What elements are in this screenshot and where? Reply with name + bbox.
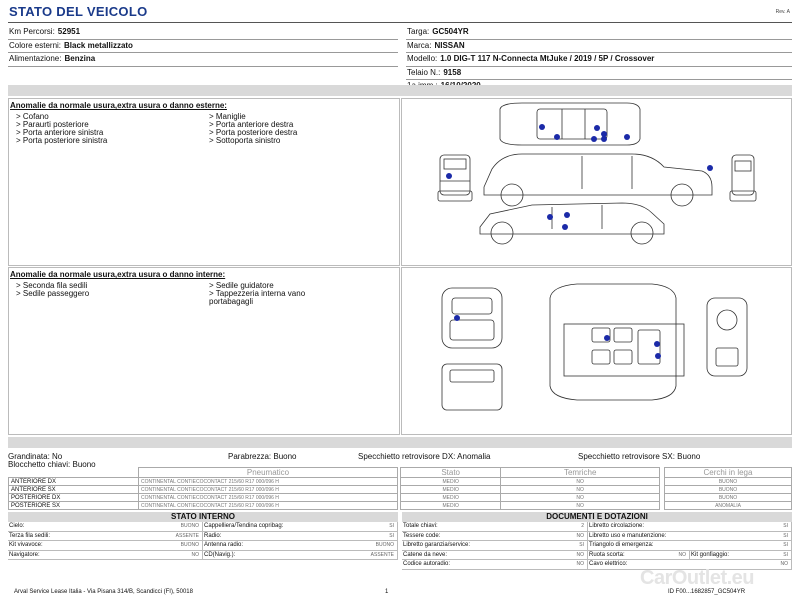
external-diagram-panel (401, 98, 792, 266)
damage-marker (562, 224, 568, 230)
status-specchietto-dx: Specchietto retrovisore DX: Anomalia (358, 452, 491, 461)
internal-diagram-panel (401, 267, 792, 435)
external-list-left (16, 113, 107, 145)
documenti-title: DOCUMENTI E DOTAZIONI (402, 512, 792, 522)
column-header-stato: Stato (401, 468, 501, 478)
internal-list-right (209, 282, 305, 306)
internal-list-left (16, 282, 89, 298)
damage-marker (654, 341, 660, 347)
table-row: ANTERIORE DX CONTINENTAL CONTIECOCONTACT 215/60 R17 000/096 H (9, 478, 398, 486)
damage-marker (591, 136, 597, 142)
table-row: ANTERIORE SX CONTINENTAL CONTIECOCONTACT 215/60 R17 000/096 H (9, 486, 398, 494)
table-row: MEDIO NO (401, 486, 660, 494)
damage-marker (539, 124, 545, 130)
interior-rear-view (442, 364, 502, 410)
table-row: POSTERIORE DX CONTINENTAL CONTIECOCONTACT 215/60 R17 000/096 H (9, 494, 398, 502)
table-row: Catene da neve: NO Ruota scorta: NO Kit gonfiaggio: SI (402, 551, 792, 561)
table-row: Kit vivavoce: BUONO Antenna radio: BUONO (8, 541, 398, 551)
damage-marker (454, 315, 460, 321)
tyre-table-cerchi (664, 467, 792, 510)
car-rear-view (730, 155, 756, 201)
car-side-left-view (480, 203, 664, 244)
footer-document-id: ID F00...1682857_GC504YR (668, 589, 746, 595)
interior-dashboard-view (707, 298, 747, 376)
list-item: > Seconda fila sedili (16, 281, 88, 290)
table-row: BUONO (665, 478, 792, 486)
column-header-pneumatico: Pneumatico (139, 468, 398, 478)
documenti-grid (402, 522, 792, 570)
list-item: > Porta anteriore destra (209, 120, 294, 129)
damage-marker (446, 173, 452, 179)
status-parabrezza: Parabrezza: Buono (228, 452, 297, 461)
car-top-view (500, 103, 640, 145)
table-row: Totale chiavi: 2 Libretto circolazione: SI (402, 522, 792, 532)
revision-label: Rev. A (775, 9, 790, 15)
page-title: STATO DEL VEICOLO (9, 4, 148, 19)
car-front-view (438, 155, 472, 201)
section-band (8, 85, 792, 96)
internal-damage-title: Anomalie da normale usura,extra usura o danno interne: (10, 270, 226, 279)
damage-marker (601, 136, 607, 142)
damage-marker (707, 165, 713, 171)
table-row: Navigatore: NO CD(Navig.): ASSENTE (8, 551, 398, 561)
column-header-temriche: Temriche (501, 468, 660, 478)
tyre-table-left (8, 467, 398, 510)
damage-marker (624, 134, 630, 140)
tyre-table-mid (400, 467, 660, 510)
car-interior-diagram (402, 268, 791, 434)
info-marca: Marca: NISSAN (406, 40, 792, 54)
damage-marker (554, 134, 560, 140)
interior-top-view (550, 284, 684, 400)
list-item: > Sedile passeggero (16, 289, 90, 298)
status-grandinata: Grandinata: No (8, 452, 63, 461)
damage-marker (564, 212, 570, 218)
table-row: Libretto garanzia/service: SI Triangolo di emergenza: SI (402, 541, 792, 551)
info-alimentazione: Alimentazione: Benzina (8, 53, 398, 67)
status-band (8, 437, 792, 448)
damage-marker (604, 335, 610, 341)
list-item: > Porta posteriore destra (209, 128, 298, 137)
list-item: > Maniglie (209, 112, 246, 121)
table-row: Terza fila sedili: ASSENTE Radio: SI (8, 532, 398, 542)
damage-marker (655, 353, 661, 359)
list-item: > Porta posteriore sinistra (16, 136, 108, 145)
table-row: BUONO (665, 494, 792, 502)
interior-damage-markers (454, 315, 661, 359)
table-row: Codice autoradio: NO Cavo elettrico: NO (402, 560, 792, 570)
damage-marker (594, 125, 600, 131)
footer-page-number: 1 (385, 589, 389, 595)
external-list-right (209, 113, 297, 145)
list-item: > Cofano (16, 112, 49, 121)
info-modello: Modello: 1.0 DIG-T 117 N-Connecta MtJuke / 2019 / 5P / Crossover (406, 53, 792, 67)
table-row: POSTERIORE SX CONTINENTAL CONTIECOCONTACT 215/60 R17 000/096 H (9, 502, 398, 510)
table-row: MEDIO NO (401, 502, 660, 510)
external-damage-title: Anomalie da normale usura,extra usura o danno esterne: (10, 101, 227, 110)
info-colore: Colore esterni: Black metallizzato (8, 40, 398, 54)
table-row: Cielo: BUONO Cappelliera/Tendina copribag: SI (8, 522, 398, 532)
stato-interno-grid (8, 522, 398, 560)
list-item: > Porta anteriore sinistra (16, 128, 104, 137)
footer-address: Arval Service Lease Italia - Via Pisana 314/B, Scandicci (FI), 50018 (14, 589, 193, 595)
table-header-row (665, 468, 792, 478)
title-divider (8, 22, 792, 23)
status-blocchetto: Blocchetto chiavi: Buono (8, 460, 96, 469)
list-item: > Tappezzeria interna vano (209, 289, 306, 298)
table-row: MEDIO NO (401, 494, 660, 502)
damage-marker (547, 214, 553, 220)
right-info (406, 26, 792, 94)
car-exterior-diagram (402, 99, 791, 265)
damage-markers (446, 124, 713, 230)
table-header-row (9, 468, 398, 478)
list-item: > Paraurti posteriore (16, 120, 89, 129)
table-row: BUONO (665, 486, 792, 494)
table-row: Tessere code: NO Libretto uso e manutenzione: SI (402, 532, 792, 542)
info-telaio: Telaio N.: 9158 (406, 67, 792, 81)
list-item: > Sedile guidatore (209, 281, 274, 290)
column-header-cerchi: Cerchi in lega (665, 468, 792, 478)
caroutlet-watermark-logo: CarOutlet.eu (640, 567, 755, 589)
info-km: Km Percorsi: 52951 (8, 26, 398, 40)
table-header-row (401, 468, 660, 478)
table-row: ANOMALIA (665, 502, 792, 510)
interior-front-view (442, 288, 502, 348)
list-item: portabagagli (209, 297, 254, 306)
status-specchietto-sx: Specchietto retrovisore SX: Buono (578, 452, 701, 461)
car-side-right-view (484, 154, 712, 206)
stato-interno-title: STATO INTERNO (8, 512, 398, 522)
list-item: > Sottoporta sinistro (209, 136, 281, 145)
info-targa: Targa: GC504YR (406, 26, 792, 40)
table-row: MEDIO NO (401, 478, 660, 486)
left-info (8, 26, 398, 67)
